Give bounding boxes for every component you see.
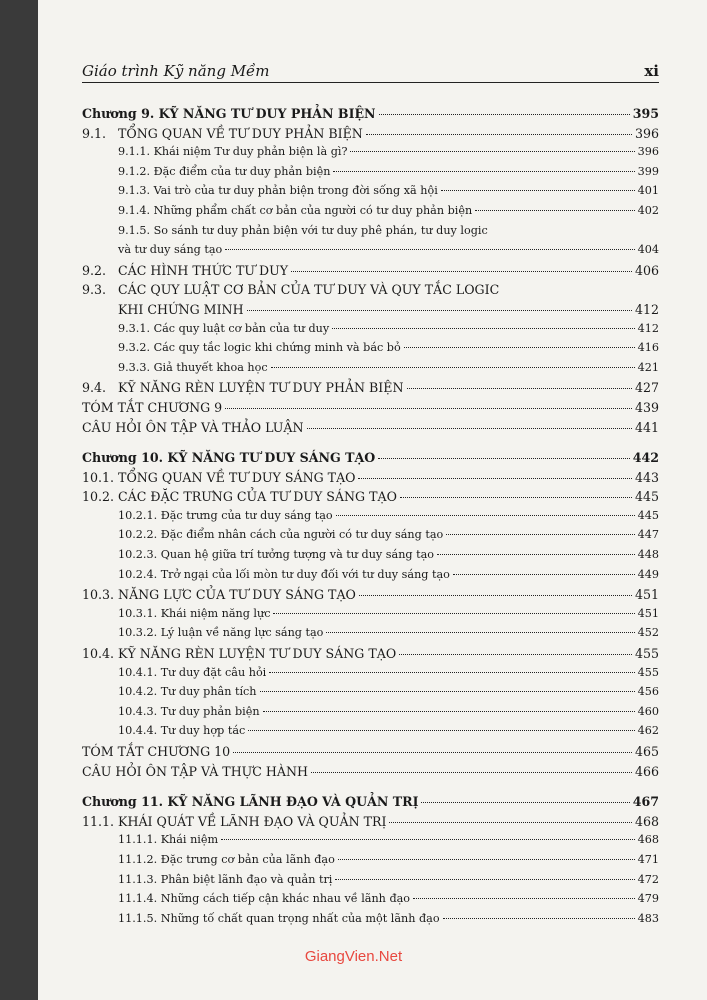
toc-page-number: 455 [637, 665, 659, 679]
toc-page-number: 416 [637, 341, 659, 355]
toc-page-number: 396 [637, 145, 659, 159]
toc-leader-dots [421, 802, 629, 803]
toc-entry-text: 9.3.2. Các quy tắc logic khi chứng minh và bác bỏ [118, 341, 401, 355]
toc-entry[interactable] [82, 548, 659, 568]
toc-page-number: 451 [637, 606, 659, 620]
toc-leader-dots [311, 772, 632, 773]
toc-entry[interactable] [82, 607, 659, 627]
toc-leader-dots [307, 428, 632, 429]
toc-page-number: 456 [637, 685, 659, 699]
toc-leader-dots [336, 515, 635, 516]
toc-entry-text: CÂU HỎI ÔN TẬP VÀ THỰC HÀNH [82, 763, 309, 779]
toc-entry[interactable] [82, 912, 659, 932]
toc-entry[interactable] [82, 892, 659, 912]
toc-entry[interactable] [82, 263, 659, 283]
toc-entry[interactable] [82, 646, 659, 666]
toc-leader-dots [263, 711, 635, 712]
toc-leader-dots [350, 151, 634, 152]
toc-entry-text: 10.4.2. Tư duy phân tích [118, 685, 257, 699]
toc-page-number: 441 [634, 419, 659, 435]
toc-entry[interactable] [82, 145, 659, 165]
toc-entry-text: 10.3.2. Lý luận về năng lực sáng tạo [118, 626, 324, 640]
toc-page-number: 445 [634, 489, 659, 505]
toc-entry-text: Chương 10. KỸ NĂNG TƯ DUY SÁNG TẠO [82, 450, 376, 466]
toc-leader-dots [332, 328, 634, 329]
toc-leader-dots [260, 691, 635, 692]
toc-entry[interactable] [82, 685, 659, 705]
toc-section-number: 9.1. [82, 125, 107, 141]
toc-entry-text: Chương 11. KỸ NĂNG LÃNH ĐẠO VÀ QUẢN TRỊ [82, 794, 419, 810]
toc-entry-text: 10.4.4. Tư duy hợp tác [118, 724, 246, 738]
toc-entry[interactable] [82, 420, 659, 440]
toc-entry[interactable] [82, 450, 659, 470]
toc-entry-text: 10.4. KỸ NĂNG RÈN LUYỆN TƯ DUY SÁNG TẠO [82, 646, 397, 662]
toc-page-number: 445 [637, 508, 659, 522]
toc-entry[interactable] [82, 744, 659, 764]
toc-gap [82, 783, 659, 794]
toc-page-number: 479 [637, 892, 659, 906]
toc-entry-text: 10.3.1. Khái niệm năng lực [118, 606, 271, 620]
toc-entry-text: 10.3. NĂNG LỰC CỦA TƯ DUY SÁNG TẠO [82, 587, 356, 603]
toc-entry-text: 10.2.2. Đặc điểm nhân cách của người có tư duy sáng tạo [118, 528, 444, 542]
toc-entry-text: Chương 9. KỸ NĂNG TƯ DUY PHẢN BIỆN [82, 106, 376, 121]
toc-leader-dots [225, 408, 632, 409]
toc-page-number: 451 [634, 587, 659, 603]
toc-page-number: 412 [634, 301, 659, 317]
toc-section-number: 9.2. [82, 262, 107, 278]
toc-entry[interactable] [82, 204, 659, 224]
toc-page-number: 404 [637, 243, 659, 257]
toc-entry[interactable] [82, 853, 659, 873]
toc-page-number: 421 [637, 360, 659, 374]
toc-leader-dots [335, 879, 634, 880]
toc-leader-dots [326, 632, 634, 633]
toc-entry-text: 9.1.1. Khái niệm Tư duy phản biện là gì? [118, 145, 348, 159]
toc-entry[interactable] [82, 361, 659, 381]
toc-page-number: 455 [634, 646, 659, 662]
toc-page-number: 448 [637, 548, 659, 562]
toc-leader-dots [225, 249, 634, 250]
toc-entry-text: 10.1. TỔNG QUAN VỀ TƯ DUY SÁNG TẠO [82, 469, 356, 485]
toc-entry[interactable] [82, 106, 659, 126]
toc-entry-text: 11.1.1. Khái niệm [118, 833, 219, 847]
toc-page-number: 406 [634, 262, 659, 278]
toc-entry-text: 10.2. CÁC ĐẶC TRƯNG CỦA TƯ DUY SÁNG TẠO [82, 489, 397, 505]
toc-leader-dots [389, 822, 631, 823]
toc-entry-text: CÂU HỎI ÔN TẬP VÀ THẢO LUẬN [82, 419, 304, 435]
toc-leader-dots [378, 458, 629, 459]
toc-page-number: 460 [637, 704, 659, 718]
toc-entry-text: 10.2.3. Quan hệ giữa trí tưởng tượng và tư duy sáng tạo [118, 548, 435, 562]
toc-entry[interactable] [82, 626, 659, 646]
toc-page-number: 442 [632, 450, 659, 466]
toc-entry[interactable] [82, 282, 659, 302]
toc-page-number: 396 [634, 125, 659, 141]
toc-section-number: 9.3. [82, 282, 107, 298]
toc-page-number: 466 [634, 763, 659, 779]
toc-page-number: 468 [637, 833, 659, 847]
toc-leader-dots [333, 171, 634, 172]
toc-entry[interactable] [82, 509, 659, 529]
toc-leader-dots [400, 497, 632, 498]
toc-page-number: 402 [637, 203, 659, 217]
toc-leader-dots [291, 271, 632, 272]
toc-leader-dots [366, 134, 632, 135]
toc-entry-text: KHI CHỨNG MINH [118, 301, 244, 317]
toc-page-number: 401 [637, 184, 659, 198]
watermark: GiangVien.Net [304, 948, 403, 965]
toc-leader-dots [443, 918, 635, 919]
toc-page-number: 467 [632, 794, 659, 810]
toc-leader-dots [453, 574, 635, 575]
toc-entry-text: 11.1. KHÁI QUÁT VỀ LÃNH ĐẠO VÀ QUẢN TRỊ [82, 813, 387, 829]
toc-entry[interactable] [82, 243, 659, 263]
toc-page-number: 395 [632, 106, 659, 121]
toc-leader-dots [271, 367, 635, 368]
toc-leader-dots [475, 210, 634, 211]
toc-leader-dots [273, 613, 634, 614]
toc-entry-text: 9.1.4. Những phẩm chất cơ bản của người có tư duy phản biện [118, 203, 473, 217]
toc-entry[interactable] [82, 705, 659, 725]
toc-entry-text: 10.2.4. Trở ngại của lối mòn tư duy đối với tư duy sáng tạo [118, 567, 450, 581]
toc-entry-text: 11.1.3. Phân biệt lãnh đạo và quản trị [118, 872, 333, 886]
toc-entry[interactable] [82, 400, 659, 420]
toc-leader-dots [404, 347, 635, 348]
toc-entry-text: 9.2. CÁC HÌNH THỨC TƯ DUY [82, 262, 289, 278]
toc-leader-dots [399, 654, 632, 655]
toc-page-number: 452 [637, 626, 659, 640]
toc-leader-dots [338, 859, 635, 860]
toc-entry[interactable] [82, 165, 659, 185]
toc-entry-text: 9.3. CÁC QUY LUẬT CƠ BẢN CỦA TƯ DUY VÀ QUY TẮC LOGIC [82, 282, 500, 298]
toc-page-number: 449 [637, 567, 659, 581]
toc-entry-text: 9.1.2. Đặc điểm của tư duy phản biện [118, 164, 331, 178]
toc-leader-dots [233, 752, 632, 753]
toc-leader-dots [413, 898, 635, 899]
toc-entry-text: 9.1.3. Vai trò của tư duy phản biện trong đời sống xã hội [118, 184, 438, 198]
toc-entry-text: 9.3.3. Giả thuyết khoa học [118, 360, 268, 374]
toc-leader-dots [441, 190, 635, 191]
toc-page-number: 468 [634, 813, 659, 829]
toc-entry[interactable] [82, 833, 659, 853]
toc-entry[interactable] [82, 322, 659, 342]
toc-page-number: 439 [634, 399, 659, 415]
running-header [82, 58, 659, 83]
toc-page-number: 462 [637, 724, 659, 738]
toc-entry[interactable] [82, 724, 659, 744]
toc-entry[interactable] [82, 489, 659, 509]
toc-section-number: 9.4. [82, 380, 107, 396]
toc-entry[interactable] [82, 814, 659, 834]
toc-entry[interactable] [82, 224, 659, 244]
toc-entry[interactable] [82, 302, 659, 322]
toc-leader-dots [358, 478, 631, 479]
toc-page-number: 399 [637, 164, 659, 178]
toc-entry-text: TÓM TẮT CHƯƠNG 10 [82, 744, 231, 759]
toc-page-number: 443 [634, 469, 659, 485]
toc-entry-text: 11.1.5. Những tố chất quan trọng nhất của một lãnh đạo [118, 911, 440, 925]
toc-entry[interactable] [82, 666, 659, 686]
toc-entry[interactable] [82, 873, 659, 893]
toc-page-number: 427 [634, 380, 659, 396]
toc-leader-dots [247, 310, 632, 311]
table-of-contents [82, 106, 659, 931]
toc-page-number: 471 [637, 852, 659, 866]
toc-page-number: 447 [637, 528, 659, 542]
toc-leader-dots [437, 554, 635, 555]
toc-entry-text: 11.1.2. Đặc trưng cơ bản của lãnh đạo [118, 852, 335, 866]
toc-leader-dots [407, 388, 632, 389]
toc-entry[interactable] [82, 794, 659, 814]
toc-page-number: 483 [637, 911, 659, 925]
toc-entry[interactable] [82, 568, 659, 588]
toc-page-number: 465 [634, 744, 659, 759]
toc-entry-text: 10.4.3. Tư duy phản biện [118, 704, 260, 718]
toc-leader-dots [379, 114, 630, 115]
toc-entry-text: 9.4. KỸ NĂNG RÈN LUYỆN TƯ DUY PHẢN BIỆN [82, 380, 404, 396]
toc-entry[interactable] [82, 528, 659, 548]
toc-leader-dots [359, 595, 632, 596]
book-page [38, 0, 707, 1000]
toc-entry[interactable] [82, 184, 659, 204]
toc-entry-text: 10.4.1. Tư duy đặt câu hỏi [118, 665, 267, 679]
toc-entry[interactable] [82, 341, 659, 361]
toc-gap [82, 439, 659, 450]
toc-entry-text: TÓM TẮT CHƯƠNG 9 [82, 399, 223, 415]
toc-leader-dots [221, 839, 635, 840]
book-title: Giáo trình Kỹ năng Mềm [82, 62, 270, 80]
toc-leader-dots [248, 730, 634, 731]
toc-entry[interactable] [82, 126, 659, 146]
toc-entry[interactable] [82, 764, 659, 784]
toc-entry-text: 9.3.1. Các quy luật cơ bản của tư duy [118, 321, 330, 335]
toc-entry-text: 10.2.1. Đặc trưng của tư duy sáng tạo [118, 508, 333, 522]
toc-entry-text: 9.1.5. So sánh tư duy phản biện với tư duy phê phán, tư duy logic [118, 223, 488, 237]
toc-entry-text: và tư duy sáng tạo [118, 243, 223, 257]
toc-page-number: 472 [637, 872, 659, 886]
toc-entry[interactable] [82, 380, 659, 400]
toc-leader-dots [269, 672, 634, 673]
toc-leader-dots [446, 534, 634, 535]
toc-entry[interactable] [82, 587, 659, 607]
toc-entry-text: 9.1. TỔNG QUAN VỀ TƯ DUY PHẢN BIỆN [82, 125, 363, 141]
toc-entry[interactable] [82, 470, 659, 490]
toc-page-number: 412 [637, 321, 659, 335]
toc-entry-text: 11.1.4. Những cách tiếp cận khác nhau về lãnh đạo [118, 892, 411, 906]
page-number: xi [644, 62, 659, 80]
